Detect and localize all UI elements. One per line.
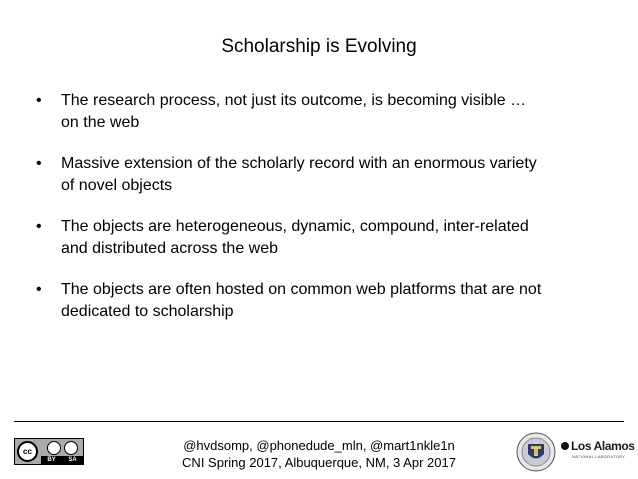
lanl-name: Los Alamos [571,439,635,453]
attribution-icon [47,441,61,455]
slide-title: Scholarship is Evolving [221,36,417,57]
bullet-item [36,216,616,260]
cc-terms-icons [41,441,83,455]
cc-term-by: BY [47,457,56,463]
bullet-item [36,153,616,197]
footer-authors: @hvdsomp, @phonedude_mln, @mart1nkle1n [183,438,455,453]
lanl-mark-icon [561,442,569,450]
bullet-list [36,90,616,342]
cc-term-sa: SA [68,457,77,463]
bullet-text-line: The research process, not just its outcome, is becoming visible … [61,92,527,109]
bullet-marker: • [36,92,42,109]
bullet-marker: • [36,218,42,235]
university-seal-icon [514,432,558,472]
cc-terms-strip [41,456,83,464]
cc-license-badge[interactable] [14,438,84,465]
footer-event: CNI Spring 2017, Albuquerque, NM, 3 Apr 2017 [182,455,456,470]
cc-logo-icon: cc [17,441,38,462]
share-alike-icon [64,441,78,455]
footer-divider [14,421,624,422]
bullet-text-line: on the web [61,114,140,131]
bullet-item [36,90,616,134]
bullet-marker: • [36,155,42,172]
bullet-item [36,279,616,323]
bullet-marker: • [36,281,42,298]
bullet-text-line: dedicated to scholarship [61,303,234,320]
lanl-subtitle: NATIONAL LABORATORY [572,454,626,459]
bullet-text-line: The objects are often hosted on common web platforms that are not [61,281,542,298]
footer-credits [150,437,488,471]
bullet-text-line: and distributed across the web [61,240,279,257]
bullet-text-line: The objects are heterogeneous, dynamic, compound, inter-related [61,218,529,235]
bullet-text-line: Massive extension of the scholarly record with an enormous variety [61,155,537,172]
bullet-text-line: of novel objects [61,177,173,194]
lanl-logo [561,439,635,462]
